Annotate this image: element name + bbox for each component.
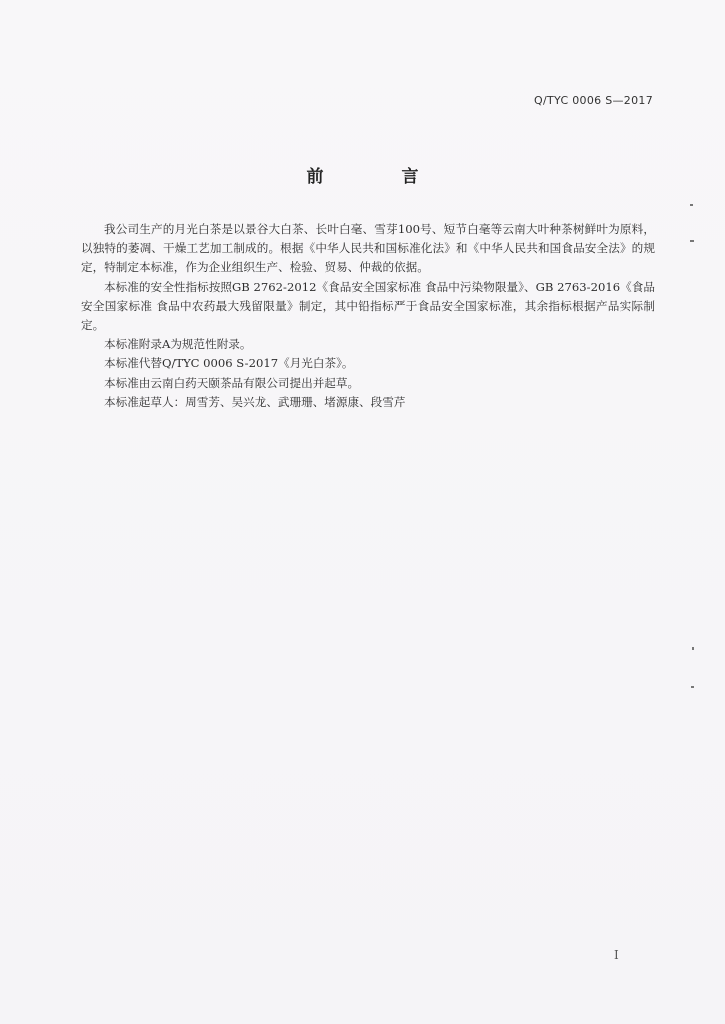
paragraph-origin: 我公司生产的月光白茶是以景谷大白茶、长叶白毫、雪芽100号、短节白毫等云南大叶种茶树鲜叶为原料，以独特的萎凋、干燥工艺加工制成的。根据《中华人民共和国标准化法》和《中华人民共和国食品安全法》的规定，特制定本标准，作为企业组织生产、检验、贸易、仲裁的依据。 (81, 222, 655, 275)
page-title: 前 言 (306, 167, 455, 187)
document-code: Q/TYC 0006 S—2017 (534, 94, 653, 107)
foreword-body (81, 220, 655, 412)
scan-speck (691, 686, 694, 688)
scan-speck (692, 647, 694, 650)
paragraph-drafters: 本标准起草人：周雪芳、吴兴龙、武珊珊、堵源康、段雪芹 (104, 394, 406, 409)
paragraph-appendix: 本标准附录A为规范性附录。 (104, 337, 252, 352)
scan-speck (690, 204, 693, 206)
paragraph-safety-indicators: 本标准的安全性指标按照GB 2762-2012《食品安全国家标准 食品中污染物限量》、GB 2763-2016《食品安全国家标准 食品中农药最大残留限量》制定，其中铅指标严于食品安全国家标准，其余指标根据产品实际制定。 (81, 279, 655, 333)
paragraph-proposer: 本标准由云南白药天颐茶品有限公司提出并起草。 (104, 375, 360, 390)
scan-speck (690, 240, 694, 242)
page-number: I (614, 948, 619, 962)
paragraph-replaces: 本标准代替Q/TYC 0006 S-2017《月光白茶》。 (104, 356, 354, 371)
